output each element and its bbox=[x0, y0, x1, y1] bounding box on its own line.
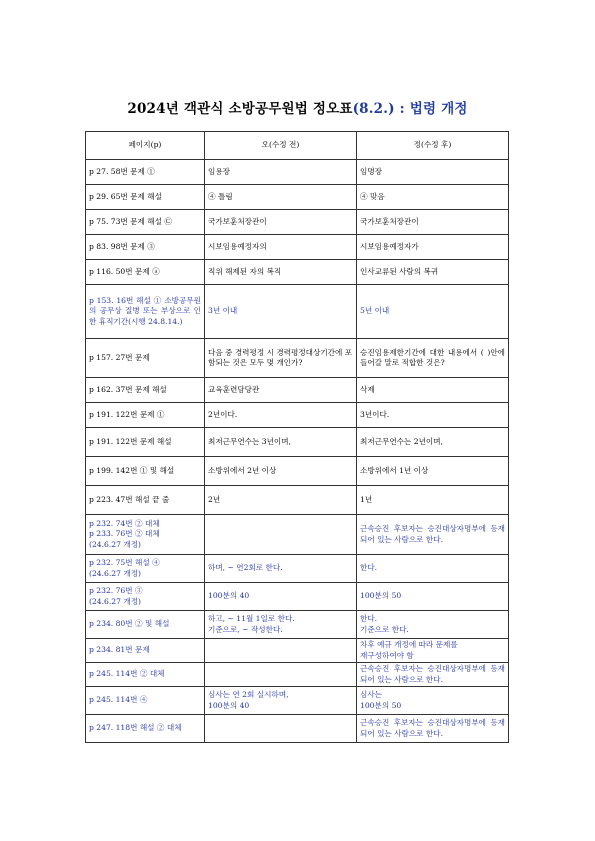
table-row bbox=[86, 611, 509, 639]
cell-before bbox=[205, 663, 357, 687]
cell-after: 1년 bbox=[357, 486, 509, 515]
cell-after: 삭제 bbox=[357, 378, 509, 403]
table-row bbox=[86, 285, 509, 339]
cell-before: 국가보훈처장관이 bbox=[205, 210, 357, 235]
cell-after: 시보임용예정자가 bbox=[357, 235, 509, 260]
table-row bbox=[86, 663, 509, 687]
table-row bbox=[86, 403, 509, 428]
cell-after: 인사교류된 사람의 복귀 bbox=[357, 260, 509, 285]
cell-after: 심사는 100분의 50 bbox=[357, 687, 509, 715]
table-row bbox=[86, 687, 509, 715]
cell-before: 직위 해제된 자의 복직 bbox=[205, 260, 357, 285]
cell-after: 한다. 기준으로 한다. bbox=[357, 611, 509, 639]
cell-before bbox=[205, 515, 357, 555]
cell-after: 근속승진 후보자는 승진대상자명부에 등재되어 있는 사람으로 한다. bbox=[357, 515, 509, 555]
table-row bbox=[86, 486, 509, 515]
cell-before: 소방위에서 2년 이상 bbox=[205, 457, 357, 486]
cell-page: p 157. 27번 문제 bbox=[86, 339, 205, 378]
document-title bbox=[0, 97, 595, 117]
cell-before bbox=[205, 715, 357, 743]
table-row bbox=[86, 457, 509, 486]
cell-after: 3년이다. bbox=[357, 403, 509, 428]
cell-page: p 83. 98번 문제 ③ bbox=[86, 235, 205, 260]
table-row bbox=[86, 160, 509, 185]
errata-table bbox=[85, 131, 509, 743]
table-row bbox=[86, 378, 509, 403]
table-row bbox=[86, 339, 509, 378]
cell-before bbox=[205, 639, 357, 663]
cell-page: p 232. 74번 ② 대체 p 233. 76번 ② 대체 (24.6.27 개정) bbox=[86, 515, 205, 555]
header-before: 오(수정 전) bbox=[205, 132, 357, 160]
title-suffix: (8.2.) : 법령 개정 bbox=[352, 101, 468, 117]
cell-page: p 162. 37번 문제 해설 bbox=[86, 378, 205, 403]
errata-rows bbox=[86, 160, 509, 743]
table-row bbox=[86, 235, 509, 260]
cell-before: 3년 이내 bbox=[205, 285, 357, 339]
table-row bbox=[86, 428, 509, 457]
table-row bbox=[86, 555, 509, 583]
cell-before: 하고, ~ 11월 1일로 한다. 기준으로, ~ 작성한다. bbox=[205, 611, 357, 639]
cell-page: p 234. 81번 문제 bbox=[86, 639, 205, 663]
cell-before: 다음 중 경력평정 시 경력평정대상기간에 포함되는 것은 모두 몇 개인가? bbox=[205, 339, 357, 378]
cell-before: 2년이다. bbox=[205, 403, 357, 428]
cell-after: 한다. bbox=[357, 555, 509, 583]
table-row bbox=[86, 515, 509, 555]
cell-page: p 223. 47번 해설 끝 줄 bbox=[86, 486, 205, 515]
cell-page: p 191. 122번 문제 해설 bbox=[86, 428, 205, 457]
cell-after: 국가보훈처장관이 bbox=[357, 210, 509, 235]
cell-before: 교육훈련담당관 bbox=[205, 378, 357, 403]
header-page: 페이지(p) bbox=[86, 132, 205, 160]
cell-after: 근속승진 후보자는 승진대상자명부에 등재되어 있는 사람으로 한다. bbox=[357, 715, 509, 743]
cell-page: p 234. 80번 ② 및 해설 bbox=[86, 611, 205, 639]
cell-page: p 232. 75번 해설 ④ (24.6.27 개정) bbox=[86, 555, 205, 583]
cell-before: 시보임용예정자의 bbox=[205, 235, 357, 260]
table-row bbox=[86, 583, 509, 611]
cell-page: p 247. 118번 해설 ② 대체 bbox=[86, 715, 205, 743]
cell-after: 5년 이내 bbox=[357, 285, 509, 339]
cell-before: 최저근무연수는 3년이며, bbox=[205, 428, 357, 457]
cell-after: 소방위에서 1년 이상 bbox=[357, 457, 509, 486]
table-row bbox=[86, 260, 509, 285]
cell-page: p 245. 114번 ④ bbox=[86, 687, 205, 715]
cell-page: p 199. 142번 ① 및 해설 bbox=[86, 457, 205, 486]
cell-after: 임명장 bbox=[357, 160, 509, 185]
cell-before: 하며, ~ 연2회로 한다. bbox=[205, 555, 357, 583]
cell-page: p 153. 16번 해설 ① 소방공무원의 공무상 질병 또는 부상으로 인한 휴직기간(시행 24.8.14.) bbox=[86, 285, 205, 339]
cell-before: 심사는 연 2회 실시하며, 100분의 40 bbox=[205, 687, 357, 715]
table-row bbox=[86, 185, 509, 210]
cell-after: ④ 맞음 bbox=[357, 185, 509, 210]
cell-before: 2년 bbox=[205, 486, 357, 515]
cell-page: p 245. 114번 ② 대체 bbox=[86, 663, 205, 687]
header-row bbox=[86, 132, 509, 160]
cell-after: 승진임용제한기간에 대한 내용에서 ( )안에 들어갈 말로 적합한 것은? bbox=[357, 339, 509, 378]
cell-before: ④ 틀림 bbox=[205, 185, 357, 210]
cell-after: 차후 예규 개정에 따라 문제를 재구성하여야 함 bbox=[357, 639, 509, 663]
cell-after: 최저근무연수는 2년이며, bbox=[357, 428, 509, 457]
cell-after: 100분의 50 bbox=[357, 583, 509, 611]
cell-before: 100분의 40 bbox=[205, 583, 357, 611]
header-after: 정(수정 후) bbox=[357, 132, 509, 160]
cell-page: p 29. 65번 문제 해설 bbox=[86, 185, 205, 210]
table-row bbox=[86, 639, 509, 663]
table-row bbox=[86, 715, 509, 743]
cell-page: p 27. 58번 문제 ① bbox=[86, 160, 205, 185]
table-row bbox=[86, 210, 509, 235]
cell-page: p 75. 73번 문제 해설 ㉢ bbox=[86, 210, 205, 235]
cell-after: 근속승진 후보자는 승진대상자명부에 등재되어 있는 사람으로 한다. bbox=[357, 663, 509, 687]
cell-page: p 116. 50번 문제 ⓐ bbox=[86, 260, 205, 285]
cell-before: 임용장 bbox=[205, 160, 357, 185]
cell-page: p 232. 76번 ③ (24.6.27 개정) bbox=[86, 583, 205, 611]
title-main: 2024년 객관식 소방공무원법 정오표 bbox=[127, 101, 353, 117]
cell-page: p 191. 122번 문제 ① bbox=[86, 403, 205, 428]
